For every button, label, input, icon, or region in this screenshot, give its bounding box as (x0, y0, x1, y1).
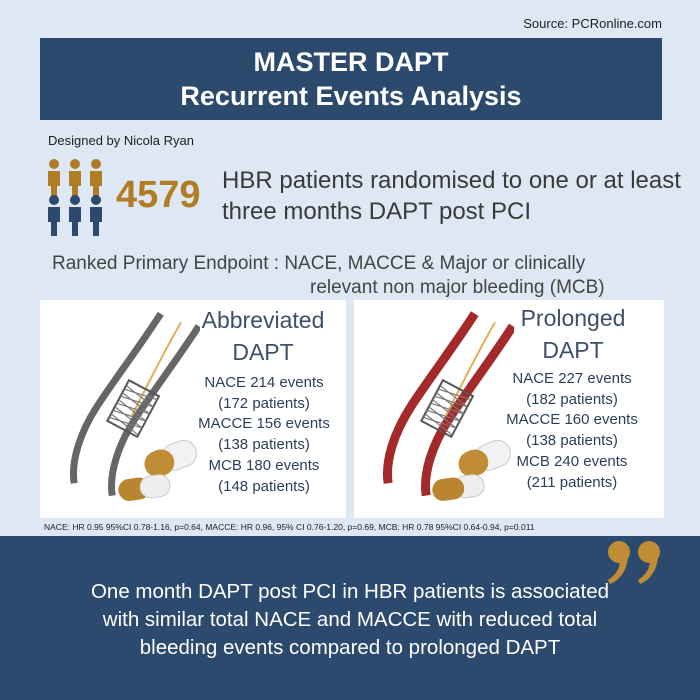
abbreviated-title-line-2: DAPT (232, 339, 294, 365)
abbreviated-dapt-panel (40, 300, 346, 518)
conclusion-line-3: bleeding events compared to prolonged DAPT (139, 636, 561, 659)
prolonged-dapt-title (498, 302, 648, 366)
prolonged-dapt-panel (354, 300, 664, 518)
primary-endpoint (52, 252, 652, 300)
event-line: (138 patients) (526, 432, 618, 450)
event-line: (211 patients) (526, 473, 618, 491)
designer-credit: Designed by Nicola Ryan (48, 133, 194, 148)
conclusion-line-1: One month DAPT post PCI in HBR patients is associated (90, 580, 610, 603)
study-description: HBR patients randomised to one or at least three months DAPT post PCI (222, 167, 681, 225)
event-line: (182 patients) (526, 390, 618, 408)
people-icon (44, 158, 116, 236)
conclusion-text (40, 578, 660, 662)
event-line: NACE 227 events (512, 370, 632, 387)
event-line: MCB 180 events (208, 456, 320, 474)
event-line: (172 patients) (218, 394, 310, 412)
source-credit: Source: PCRonline.com (523, 16, 662, 31)
event-line: (138 patients) (218, 436, 310, 454)
prolonged-dapt-events (492, 369, 652, 493)
abbreviated-title-line-1: Abbreviated (201, 307, 325, 333)
stent-icon (67, 302, 199, 505)
prolonged-title-line-2: DAPT (542, 337, 604, 363)
event-line: MACCE 160 events (506, 411, 638, 429)
conclusion-line-2: with similar total NACE and MACCE with reduced total (102, 608, 598, 631)
event-line: MCB 240 events (516, 452, 628, 470)
event-line: MACCE 156 events (198, 415, 330, 433)
abbreviated-dapt-title (188, 304, 338, 368)
event-line: (148 patients) (218, 477, 310, 495)
page-title (40, 38, 662, 120)
statistics-footnote: NACE: HR 0.95 95%CI 0.78-1.16, p=0.64, MACCE: HR 0.96, 95% CI 0.76-1.20, p=0.69, MCB: HR 0.78 95%CI 0.64-0.94, p=0.011 (44, 522, 535, 532)
title-line-2: Recurrent Events Analysis (180, 81, 522, 111)
endpoint-line-1: Ranked Primary Endpoint : NACE, MACCE & Major or clinically (52, 253, 586, 274)
abbreviated-dapt-events (186, 373, 342, 497)
conclusion-banner (0, 536, 700, 700)
event-line: NACE 214 events (204, 374, 324, 391)
endpoint-line-2: relevant non major bleeding (MCB) (310, 277, 605, 298)
patient-count: 4579 (116, 174, 201, 216)
title-line-1: MASTER DAPT (253, 47, 449, 77)
prolonged-title-line-1: Prolonged (520, 305, 626, 331)
